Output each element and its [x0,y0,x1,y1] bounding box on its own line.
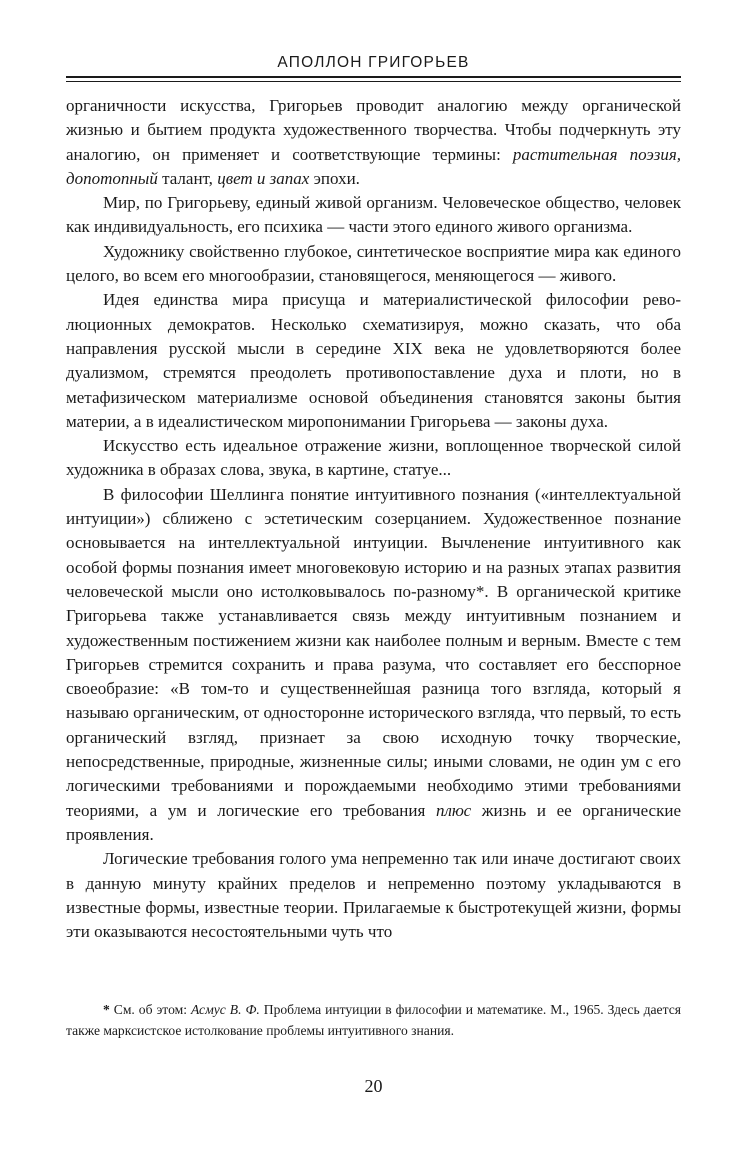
paragraph-5 [66,434,681,483]
header-rule-thin [66,81,681,82]
paragraph-text: Мир, по Григорьеву, единый живой организм. Человеческое общество, человек как индивидуальность, его психика — части этого единого живого организма. [66,193,681,237]
paragraph-text: органичности искусства, Григорьев проводит аналогию между органической жизнью и бытием продукта художественного творчества. Чтобы подчеркнуть эту аналогию, он применяет и соответствующие термины: [66,96,681,164]
page-number: 20 [364,1076,383,1096]
running-head: АПОЛЛОН ГРИГОРЬЕВ [277,54,470,71]
paragraph-6 [66,483,681,847]
paragraph-text: Искусство есть идеальное отражение жизни, воплощенное творческой силой художника в образах слова, звука, в картине, статуе... [66,436,681,480]
paragraph-4 [66,288,681,434]
footnote-text: Проблема интуиции в философии и математике. М., 1965. Здесь дается также марксистское истолкование проблемы интуитивного знания. [66,1002,681,1038]
italic-phrase: плюс [435,800,472,820]
paragraph-3 [66,240,681,289]
paragraph-text: Логические требования голого ума непременно так или иначе достигают своих в данную минуту крайних пределов и непременно поэтому укладываются в известные формы, известные теории. Прилагаемые к быстротекущей жизни, формы эти оказываются несостоятельными чуть что [66,849,681,942]
footnote-text: См. об этом: [109,1002,191,1017]
italic-phrase: цвет и запах [217,168,310,188]
paragraph-text: эпохи. [309,168,360,188]
footnote-mark: * [103,1002,110,1017]
paragraph-7 [66,847,681,944]
body-text [66,94,681,944]
paragraph-text: Идея единства мира присуща и материалистической философии революционных демократов. Несколько схематизируя, можно сказать, что оба направления русской мысли в середине XIX века не удовлетворяются более дуализмом, стремятся преодолеть противопоставление духа и плоти, но в метафизическом материализме основой объединения становятся законы бытия материи, а в идеалистическом миропонимании Григорьева — законы духа. [66,290,681,431]
footnote-italic-author: Асмус В. Ф. [190,1002,260,1017]
paragraph-text: Художнику свойственно глубокое, синтетическое восприятие мира как единого целого, во всем его многообразии, становящегося, меняющегося — живого. [66,241,681,286]
paragraph-1 [66,94,681,191]
paragraph-2 [66,191,681,240]
paragraph-text: талант, [157,168,218,188]
paragraph-text: жизнь и ее органические проявления. [66,800,681,844]
footnote [66,1000,681,1041]
header-rule-thick [66,76,681,78]
paragraph-text: В философии Шеллинга понятие интуитивного познания («интеллектуальной интуиции») сближено с эстетическим созерцанием. Художественное познание основывается на интеллектуальной интуиции. Вычленение интуитивного как особой формы познания имеет многовековую историю и на разных этапах развития человеческой мысли оно истолковывалось по-разному*. В органической критике Григорьева также устанавливается связь между интуитивным познанием и художественным постижением жизни как наиболее полным и верным. Вместе с тем Григорьев стремится сохранить и права разума, что составляет его бесспорное своеобразие: «В том-то и существеннейшая разница того взгляда, который я называю органическим, от односторонне исторического взгляда, что первый, то есть органический взгляд, признает за свою исходную точку творческие, непосредственные, природные, жизненные силы; иными словами, не один ум с его логическими требованиями и порождаемыми необходимо этими требованиями теориями, а ум и логические его требования [66,484,681,820]
italic-phrase: растительная поэзия, допотопный [66,144,681,188]
